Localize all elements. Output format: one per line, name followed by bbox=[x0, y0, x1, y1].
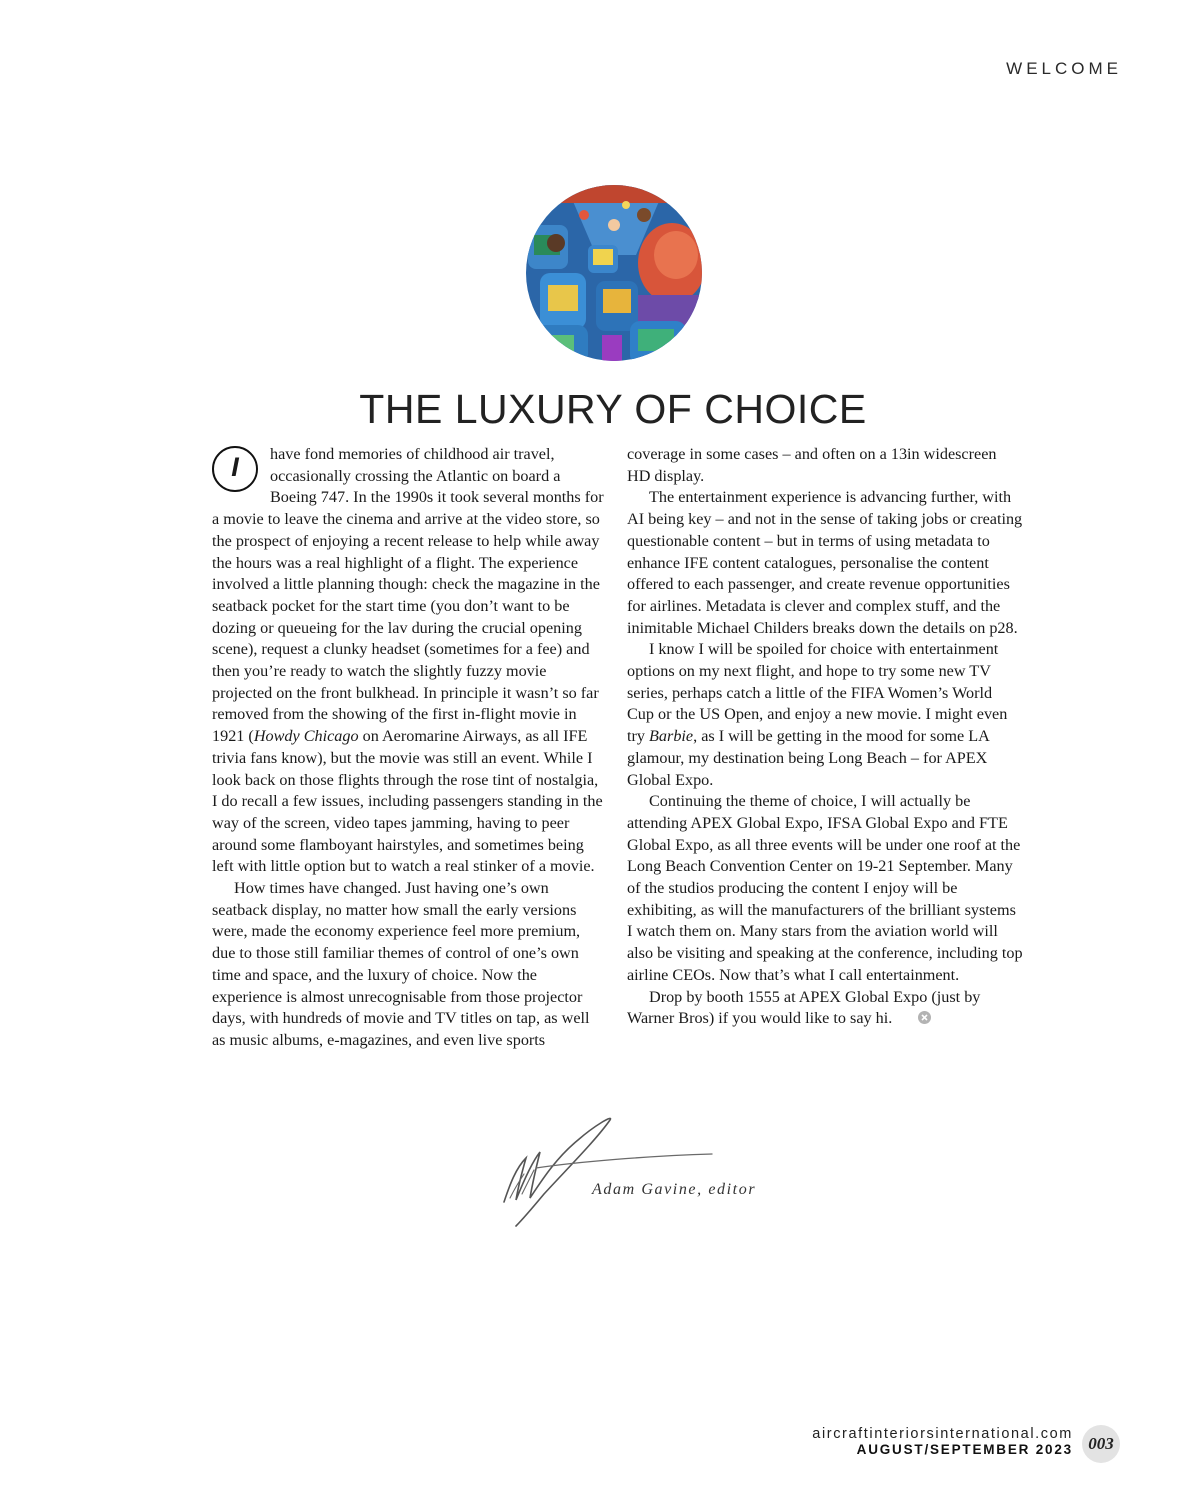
paragraph-text: , as I will be getting in the mood for some LA glamour, my destination being Long Beach – for APEX Global Expo. bbox=[627, 727, 989, 789]
film-title: Howdy Chicago bbox=[253, 727, 359, 746]
paragraph-text: have fond memories of childhood air travel, occasionally crossing the Atlantic on board a Boeing 747. In the 1990s it took several months for a movie to leave the cinema and arrive at the video store, so the prospect of enjoying a recent release to help while away the hours was a real highlight of a flight. The experience involved a little planning though: check the magazine in the seatback pocket for the start time (you don’t want to be dozing or queueing for the lav during the crucial opening scene), request a clunky headset (sometimes for a fee) and then you’re ready to watch the slightly fuzzy movie projected on the front bulkhead. In principle it wasn’t so far removed from the showing of the first in-flight movie in 1921 ( bbox=[212, 445, 604, 746]
article-paragraph bbox=[627, 639, 1023, 791]
editor-signature bbox=[496, 1110, 716, 1235]
article-paragraph bbox=[212, 444, 604, 878]
paragraph-text: on Aeromarine Airways, as all IFE trivia fans know), but the movie was still an event. While I look back on those flights through the rose tint of nostalgia, I do recall a few issues, including passengers standing in the way of the screen, video tapes jamming, having to peer around some flamboyant hairstyles, and sometimes being left with little option but to watch a real stinker of a movie. bbox=[212, 727, 603, 876]
article-headline: THE LUXURY OF CHOICE bbox=[359, 386, 867, 432]
issue-date: AUGUST/SEPTEMBER 2023 bbox=[856, 1442, 1073, 1457]
article-column-left bbox=[212, 444, 604, 1052]
website-url: aircraftinteriorsinternational.com bbox=[812, 1426, 1073, 1442]
article-column-right bbox=[627, 444, 1023, 1030]
drop-cap-letter: I bbox=[231, 452, 239, 482]
end-of-article-icon bbox=[896, 1009, 931, 1031]
article-paragraph: Continuing the theme of choice, I will actually be attending APEX Global Expo, IFSA Global Expo and FTE Global Expo, as all three events will be under one roof at the Long Beach Convention Center on 19-21 September. Many of the studios producing the content I enjoy will be exhibiting, as will the manufacturers of the brilliant systems I watch them on. Many stars from the aviation world will also be visiting and speaking at the conference, including top airline CEOs. Now that’s what I call entertainment. bbox=[627, 792, 1023, 984]
cabin-illustration bbox=[526, 185, 702, 361]
article-paragraph: How times have changed. Just having one’s own seatback display, no matter how small the early versions were, made the economy experience feel more premium, due to those still familiar themes of control of one’s own time and space, and the luxury of choice. Now the experience is almost unrecognisable from those projector days, with hundreds of movie and TV titles on tap, as well as music albums, e-magazines, and even live sports bbox=[212, 879, 590, 1049]
section-label: WELCOME bbox=[1006, 59, 1122, 78]
editor-name: Adam Gavine, editor bbox=[592, 1181, 757, 1198]
film-title: Barbie bbox=[649, 727, 694, 746]
paragraph-text: I know I will be spoiled for choice with entertainment options on my next flight, and hope to try some new TV series, perhaps catch a little of the FIFA Women’s World Cup or the US Open, and enjoy a new movie. I might even try bbox=[627, 640, 1008, 746]
page-number: 003 bbox=[1082, 1425, 1120, 1463]
article-paragraph: coverage in some cases – and often on a 13in widescreen HD display. bbox=[627, 445, 997, 485]
article-paragraph: The entertainment experience is advancing further, with AI being key – and not in the sense of taking jobs or creating questionable content – but in terms of using metadata to enhance IFE content catalogues, personalise the content offered to each passenger, and create revenue opportunities for airlines. Metadata is clever and complex stuff, and the inimitable Michael Childers breaks down the details on p28. bbox=[627, 488, 1023, 637]
drop-cap bbox=[212, 446, 258, 492]
paragraph-text: Drop by booth 1555 at APEX Global Expo (just by Warner Bros) if you would like to say hi. bbox=[627, 987, 981, 1028]
article-paragraph bbox=[627, 987, 1023, 1031]
